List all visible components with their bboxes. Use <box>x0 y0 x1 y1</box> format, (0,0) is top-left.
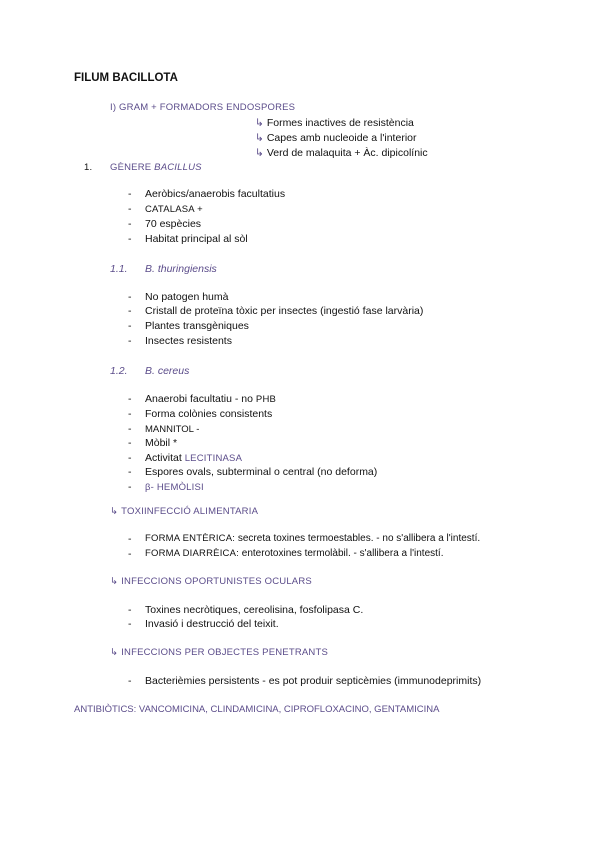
bullet-dash: - <box>128 188 132 200</box>
antibiotics-list: VANCOMICINA, CLINDAMICINA, CIPROFLOXACINO, GENTAMICINA <box>136 704 440 715</box>
bullet-dash: - <box>128 533 132 545</box>
bullet-dash: - <box>128 408 132 420</box>
list-item-text: secreta toxines termoestables. - no s'allibera a l'intestí. <box>235 533 481 544</box>
list-item: Bacterièmies persistents - es pot produir septicèmies (immunodeprimits) <box>145 675 482 687</box>
bullet-dash: - <box>128 423 132 435</box>
list-item-text: Activitat <box>145 452 185 464</box>
list-item: CATALASA + <box>145 204 203 215</box>
subsection-title: B. thuringiensis <box>145 263 217 275</box>
list-item: Habitat principal al sòl <box>145 233 248 245</box>
bullet-dash: - <box>128 203 132 215</box>
list-item: Toxines necròtiques, cereolisina, fosfolipasa C. <box>145 604 364 616</box>
genus-number: 1. <box>84 162 93 173</box>
section-heading <box>110 576 312 587</box>
list-item-text: Anaerobi facultatiu - no <box>145 393 256 405</box>
bullet-dash: - <box>128 291 132 303</box>
arrow-icon: ↳ <box>255 117 264 129</box>
gram-note <box>255 117 414 129</box>
subsection-number: 1.1. <box>110 263 128 275</box>
antibiotics-line <box>74 704 439 715</box>
arrow-icon: ↳ <box>110 576 119 587</box>
list-item: Aeròbics/anaerobis facultatius <box>145 188 286 200</box>
genus-heading <box>110 162 202 173</box>
section-heading <box>110 506 258 517</box>
arrow-icon: ↳ <box>255 147 264 159</box>
bullet-dash: - <box>128 320 132 332</box>
bullet-dash: - <box>128 335 132 347</box>
gram-note <box>255 147 428 159</box>
list-item: MANNITOL - <box>145 424 200 435</box>
bullet-dash: - <box>128 466 132 478</box>
bullet-dash: - <box>128 452 132 464</box>
gram-note-text: Capes amb nucleoide a l'interior <box>266 132 417 144</box>
bullet-dash: - <box>128 218 132 230</box>
bullet-dash: - <box>128 437 132 449</box>
gram-heading: I) GRAM + FORMADORS ENDOSPORES <box>110 102 296 113</box>
list-item-extra: LECITINASA <box>184 453 243 464</box>
genus-label: GÈNERE <box>110 162 155 173</box>
list-item: Plantes transgèniques <box>145 320 249 332</box>
list-item <box>145 533 480 544</box>
bullet-dash: - <box>128 618 132 630</box>
gram-note-text: Formes inactives de resistència <box>266 117 414 129</box>
arrow-icon: ↳ <box>110 506 119 517</box>
section-heading-text: TOXIINFECCIÓ ALIMENTARIA <box>121 506 259 517</box>
list-item: Forma colònies consistents <box>145 408 273 420</box>
list-item-text: enterotoxines termolàbil. - s'allibera a l'intestí. <box>239 548 444 559</box>
subsection-title: B. cereus <box>145 365 190 377</box>
antibiotics-label: ANTIBIÒTICS: <box>74 704 137 715</box>
list-item <box>145 393 276 405</box>
bullet-dash: - <box>128 305 132 317</box>
list-item: Invasió i destrucció del teixit. <box>145 618 279 630</box>
bullet-dash: - <box>128 548 132 560</box>
gram-note <box>255 132 416 144</box>
list-item: Espores ovals, subterminal o central (no deforma) <box>145 466 378 478</box>
arrow-icon: ↳ <box>110 647 119 658</box>
bullet-dash: - <box>128 604 132 616</box>
page-title: FILUM BACILLOTA <box>74 72 178 84</box>
list-item: Cristall de proteïna tòxic per insectes (ingestió fase larvària) <box>145 305 424 317</box>
genus-name: BACILLUS <box>154 162 202 173</box>
list-item: β- HEMÒLISI <box>145 482 204 493</box>
list-item-extra: PHB <box>255 394 277 405</box>
section-heading-text: INFECCIONS OPORTUNISTES OCULARS <box>121 576 312 587</box>
gram-note-text: Verd de malaquita + Àc. dipicolínic <box>266 147 428 159</box>
list-item-label: FORMA DIARRÈICA: <box>145 548 239 559</box>
section-heading-text: INFECCIONS PER OBJECTES PENETRANTS <box>121 647 329 658</box>
list-item <box>145 452 242 464</box>
list-item-label: FORMA ENTÈRICA: <box>145 533 236 544</box>
list-item: Mòbil * <box>145 437 178 449</box>
bullet-dash: - <box>128 481 132 493</box>
bullet-dash: - <box>128 675 132 687</box>
subsection-number: 1.2. <box>110 365 128 377</box>
list-item: 70 espècies <box>145 218 202 230</box>
list-item <box>145 548 443 559</box>
arrow-icon: ↳ <box>255 132 264 144</box>
bullet-dash: - <box>128 393 132 405</box>
section-heading <box>110 647 328 658</box>
list-item: No patogen humà <box>145 291 229 303</box>
list-item: Insectes resistents <box>145 335 232 347</box>
bullet-dash: - <box>128 233 132 245</box>
